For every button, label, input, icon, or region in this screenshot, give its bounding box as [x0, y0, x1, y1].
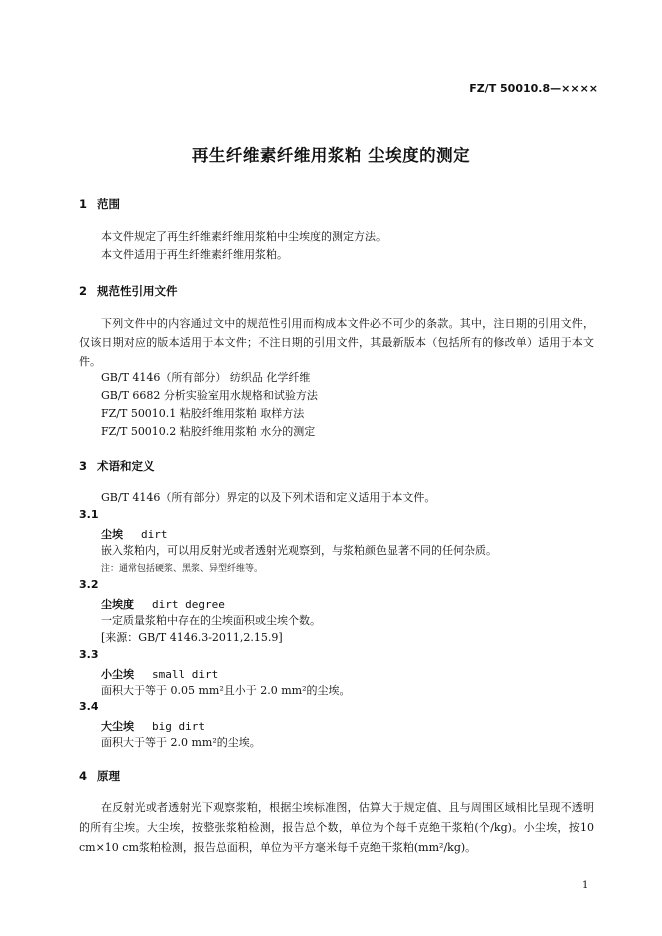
- reference-item: GB/T 6682 分析实验室用水规格和试验方法: [101, 389, 318, 402]
- term-zh: 大尘埃: [101, 720, 134, 733]
- section-title: 术语和定义: [97, 459, 155, 473]
- term-en: dirt: [141, 528, 168, 541]
- section-heading-terms: [79, 458, 155, 474]
- reference-item: FZ/T 50010.2 粘胶纤维用浆粕 水分的测定: [101, 425, 316, 438]
- clause-number: 3.1: [79, 508, 99, 521]
- document-title: 再生纤维素纤维用浆粕 尘埃度的测定: [191, 146, 471, 165]
- term-zh: 小尘埃: [101, 668, 134, 681]
- section-heading-scope: [79, 196, 120, 212]
- section-number: 1: [79, 197, 88, 211]
- section-title: 范围: [97, 197, 120, 211]
- term-zh: 尘埃: [101, 528, 123, 541]
- term-note: 注：通常包括硬浆、黑浆、异型纤维等。: [101, 564, 264, 574]
- scope-paragraph-2: 本文件适用于再生纤维素纤维用浆粕。: [101, 248, 288, 261]
- term-definition: 嵌入浆粕内，可以用反射光或者透射光观察到，与浆粕颜色显著不同的任何杂质。: [101, 544, 497, 557]
- clause-number: 3.3: [79, 648, 99, 661]
- term-en: dirt degree: [152, 598, 225, 611]
- references-intro: 下列文件中的内容通过文中的规范性引用而构成本文件必不可少的条款。其中，注日期的引用文件，仅该日期对应的版本适用于本文件；不注日期的引用文件，其最新版本（包括所有的修改单）适用于本文件。: [79, 317, 594, 368]
- term-entry: [101, 596, 225, 612]
- section-number: 2: [79, 284, 88, 298]
- term-definition: 一定质量浆粕中存在的尘埃面积或尘埃个数。: [101, 614, 321, 627]
- term-source: [来源：GB/T 4146.3-2011,2.15.9]: [101, 631, 283, 644]
- reference-item: GB/T 4146（所有部分） 纺织品 化学纤维: [101, 371, 311, 384]
- section-number: 4: [79, 769, 88, 783]
- clause-number: 3.2: [79, 578, 99, 591]
- term-zh: 尘埃度: [101, 598, 134, 611]
- term-entry: [101, 718, 205, 734]
- term-en: big dirt: [152, 720, 205, 733]
- principle-paragraph: 在反射光或者透射光下观察浆粕，根据尘埃标准图，估算大于规定值、且与周围区域相比呈现不透明的所有尘埃。大尘埃，按整张浆粕检测，报告总个数，单位为个每千克绝干浆粕(个/kg)。小尘埃，按10 cm×10 cm浆粕检测，报告总面积，单位为平方毫米每千克绝干浆粕(mm²/kg)。: [79, 801, 594, 854]
- section-title: 规范性引用文件: [97, 284, 178, 298]
- term-entry: [101, 526, 168, 542]
- section-heading-references: [79, 283, 178, 299]
- term-entry: [101, 666, 218, 682]
- terms-intro: GB/T 4146（所有部分）界定的以及下列术语和定义适用于本文件。: [101, 491, 436, 504]
- reference-item: FZ/T 50010.1 粘胶纤维用浆粕 取样方法: [101, 407, 305, 420]
- term-en: small dirt: [152, 668, 219, 681]
- section-heading-principle: [79, 768, 120, 784]
- term-definition: 面积大于等于 0.05 mm²且小于 2.0 mm²的尘埃。: [101, 684, 351, 697]
- section-number: 3: [79, 459, 88, 473]
- term-definition: 面积大于等于 2.0 mm²的尘埃。: [101, 736, 261, 749]
- section-title: 原理: [97, 769, 120, 783]
- scope-paragraph-1: 本文件规定了再生纤维素纤维用浆粕中尘埃度的测定方法。: [101, 230, 387, 243]
- page-number: 1: [582, 880, 589, 891]
- clause-number: 3.4: [79, 700, 99, 713]
- standard-number: FZ/T 50010.8—××××: [469, 82, 598, 95]
